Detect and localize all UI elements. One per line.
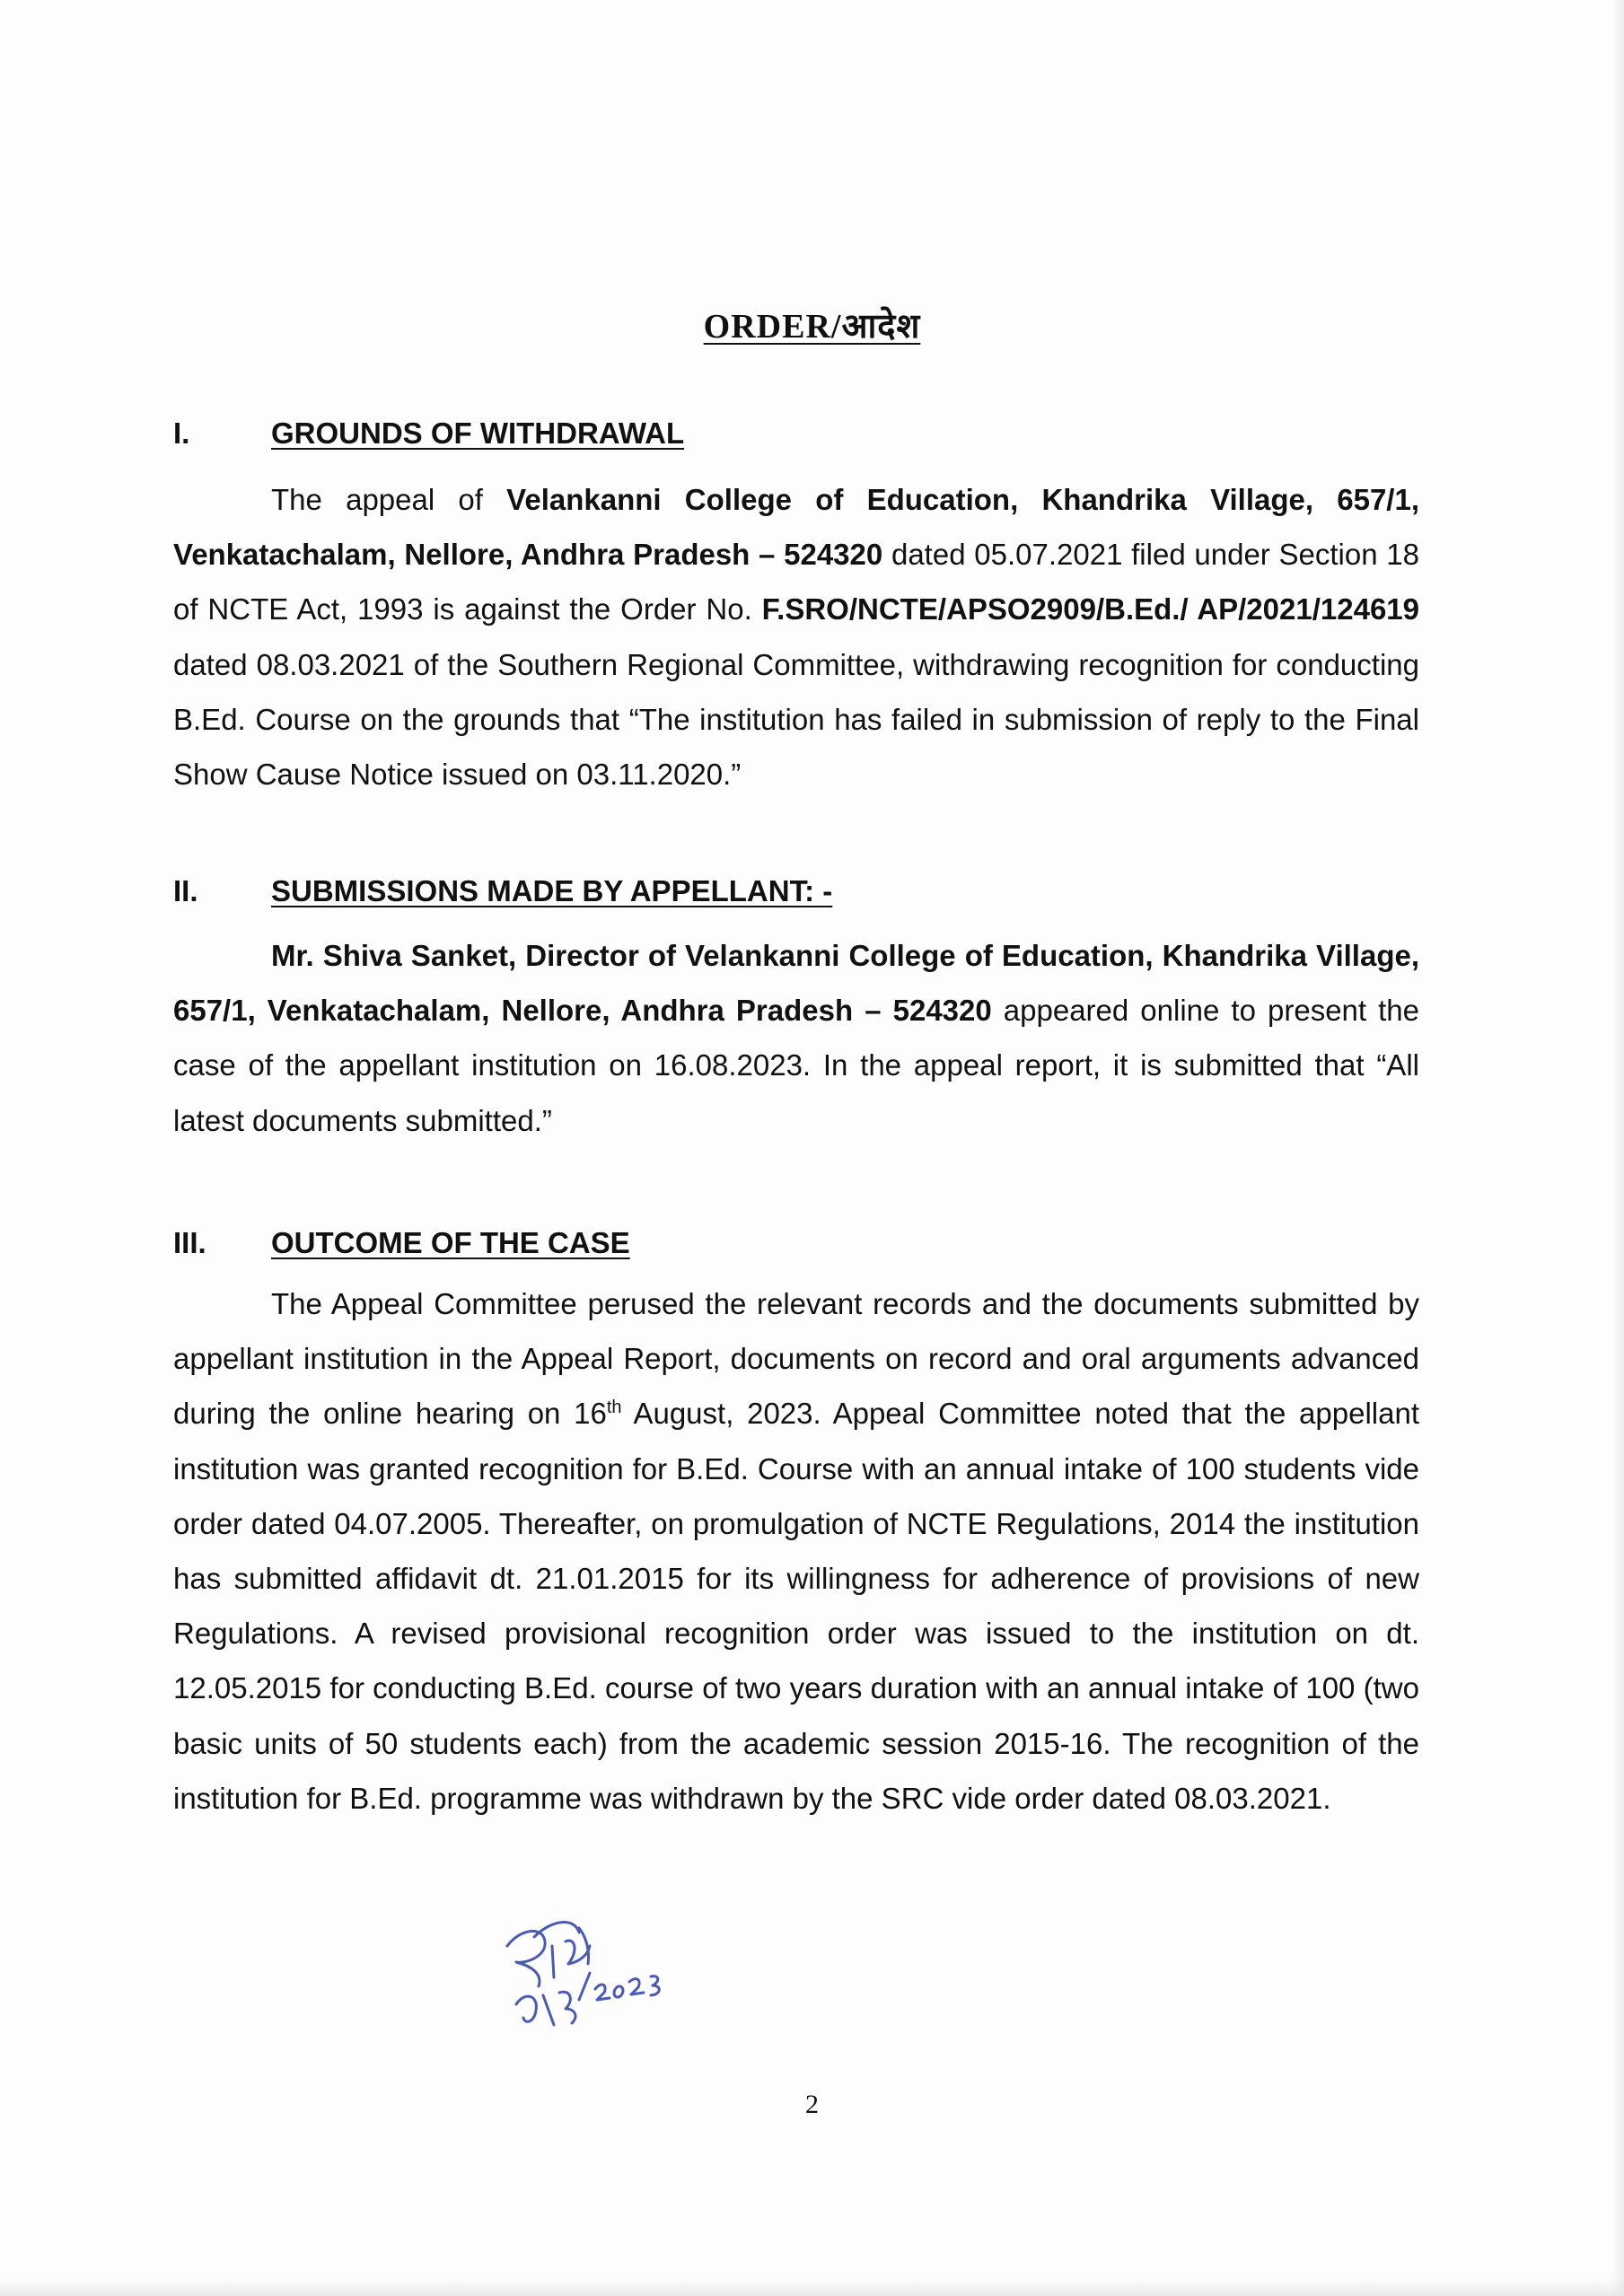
section-2-title-suffix: -	[814, 874, 833, 907]
page-number: 2	[805, 2090, 819, 2119]
section-3-paragraph	[173, 1276, 1419, 1826]
paragraph-run: dated 05.07.2021 filed under Section 18 of NCTE Act, 1993 is against the Order No.	[173, 538, 1419, 627]
paragraph-run: Velankanni College of Education, Khandrika Village, 657/1, Venkatachalam, Nellore, Andhra Pradesh – 524320	[173, 483, 1419, 572]
paragraph-run: th	[606, 1398, 622, 1418]
section-2-number: II.	[173, 874, 198, 907]
section-1-title-text: GROUNDS OF WITHDRAWAL	[271, 416, 685, 450]
section-1-title	[271, 416, 684, 451]
handwritten-signature	[489, 1910, 669, 2045]
paragraph-run: dated 08.03.2021 of the Southern Regional Committee, withdrawing recognition for conducting B.Ed. Course on the grounds that “The institution has failed in submission of reply to the Final Show Cause Notice issued on 03.11.2020.”	[173, 647, 1419, 792]
paragraph-run: August, 2023. Appeal Committee noted that the appellant institution was granted recognition for B.Ed. Course with an annual intake of 100 students vide order dated 04.07.2005. Thereafter, on promulgation of NCTE Regulations, 2014 the institution has submitted affidavit dt. 21.01.2015 for its willingness for adherence of provisions of new Regulations. A revised provisional recognition order was issued to the institution on dt. 12.05.2015 for conducting B.Ed. course of two years duration with an annual intake of 100 (two basic units of 50 students each) from the academic session 2015-16. The recognition of the institution for B.Ed. programme was withdrawn by the SRC vide order dated 08.03.2021.	[173, 1397, 1419, 1815]
order-title-text: ORDER/आदेश	[703, 308, 921, 346]
section-2-paragraph	[173, 928, 1419, 1148]
order-title	[0, 302, 1624, 348]
paragraph-run: F.SRO/NCTE/APSO2909/B.Ed./ AP/2021/124619	[761, 592, 1420, 627]
paragraph-run: Mr. Shiva Sanket, Director of Velankanni College of Education, Khandrika Village, 657/1, Venkatachalam, Nellore, Andhra Pradesh – 524320	[173, 939, 1419, 1028]
section-3-number: III.	[173, 1226, 206, 1259]
section-2-title-text: SUBMISSIONS MADE BY APPELLANT:	[271, 874, 815, 907]
paragraph-run: The appeal of	[271, 483, 507, 516]
section-3-title-text: OUTCOME OF THE CASE	[271, 1226, 630, 1259]
section-1-paragraph	[173, 472, 1419, 802]
section-3-title	[271, 1226, 630, 1260]
paragraph-run: appeared online to present the case of the appellant institution on 16.08.2023. In the appeal report, it is submitted that “All latest documents submitted.”	[173, 994, 1420, 1137]
section-2-title	[271, 874, 832, 908]
scan-edge-bottom	[0, 2278, 1624, 2296]
paragraph-run: The Appeal Committee perused the relevant records and the documents submitted by appellant institution in the Appeal Report, documents on record and oral arguments advanced during the online hearing on 16	[173, 1287, 1419, 1431]
section-1-number: I.	[173, 416, 190, 450]
